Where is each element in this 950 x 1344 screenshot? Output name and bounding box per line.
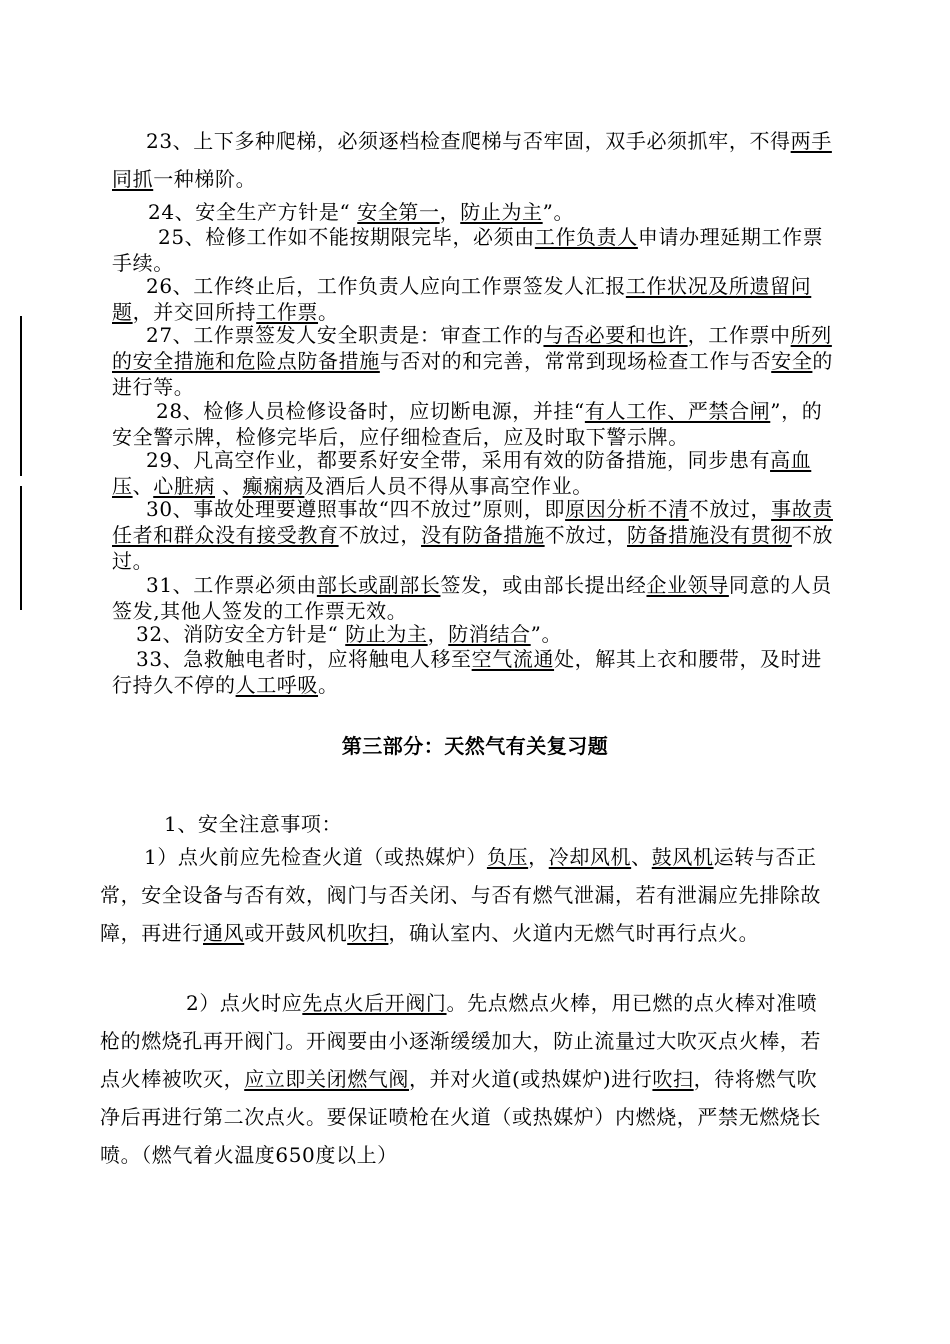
- text-segment: 24、安全生产方针是“: [148, 200, 358, 224]
- text-segment: ”。: [542, 200, 575, 224]
- text-segment: 33、急救触电者时，应将触电人移至: [136, 647, 472, 671]
- text-segment: ，待将燃气吹净后再进行第二次点火。要保证喷枪在火道（或热媒炉）内燃烧，严禁无燃烧长喷。（燃气着火温度650度以上）: [100, 1067, 821, 1167]
- underlined-answer: 所列的安全措施和危险点防备措施: [112, 323, 832, 373]
- underlined-answer: 鼓风机: [651, 845, 714, 869]
- text-segment: ，工作票中: [687, 323, 791, 347]
- paragraph: [100, 984, 835, 1174]
- text-segment: ，: [439, 200, 461, 224]
- underlined-answer: 两手同抓: [112, 129, 832, 191]
- paragraph: [112, 398, 842, 450]
- underlined-answer: 工作负责人: [534, 225, 638, 249]
- underlined-answer: 心脏病: [153, 474, 216, 498]
- underlined-answer: 与否必要和也许: [543, 323, 688, 347]
- section-heading: 第三部分：天然气有关复习题: [341, 734, 609, 758]
- text-segment: 。: [318, 300, 339, 324]
- text-segment: 不放过，: [544, 523, 628, 547]
- paragraph: [112, 122, 842, 198]
- paragraph: [112, 646, 842, 698]
- paragraph: [112, 447, 842, 499]
- text-segment: 1）点火前应先检查火道（或热媒炉）: [144, 845, 487, 869]
- text-segment: 不放过，: [338, 523, 422, 547]
- text-segment: ，并交回所持: [132, 300, 257, 324]
- underlined-answer: 冷却风机: [548, 845, 632, 869]
- underlined-answer: 通风: [203, 921, 245, 945]
- paragraph: [112, 273, 842, 325]
- underlined-answer: 原因分析不清: [565, 497, 689, 521]
- underlined-answer: 防消结合: [448, 622, 531, 646]
- text-segment: ，并对火道(或热媒炉)进行: [409, 1067, 653, 1091]
- underlined-answer: 防备措施没有贯彻: [627, 523, 792, 547]
- text-segment: 不放过。: [112, 523, 834, 573]
- underlined-answer: 癫痫病: [242, 474, 305, 498]
- text-segment: 25、检修工作如不能按期限完毕，必须由: [158, 225, 535, 249]
- revision-bar: [20, 316, 22, 476]
- text-segment: 28、检修人员检修设备时，应切断电源，并挂“: [156, 399, 585, 423]
- revision-bar: [20, 486, 22, 610]
- text-segment: 。: [318, 673, 339, 697]
- text-segment: 26、工作终止后，工作负责人应向工作票签发人汇报: [146, 274, 626, 298]
- underlined-answer: 防止为主: [345, 622, 428, 646]
- text-segment: 的进行等。: [112, 349, 834, 399]
- text-segment: ，: [427, 622, 449, 646]
- text-segment: 、: [631, 845, 652, 869]
- text-segment: 与否对的和完善，常常到现场检查工作与否: [379, 349, 772, 373]
- text-segment: ，确认室内、火道内无燃气时再行点火。: [388, 921, 760, 945]
- text-segment: 29、凡高空作业，都要系好安全带，采用有效的防备措施，同步患有: [146, 448, 771, 472]
- underlined-answer: 安全第一: [357, 200, 440, 224]
- underlined-answer: 空气流通: [471, 647, 555, 671]
- underlined-answer: 部长或副部长: [316, 573, 441, 597]
- underlined-answer: 没有防备措施: [421, 523, 545, 547]
- underlined-answer: 安全: [771, 349, 813, 373]
- underlined-answer: 事故责任者和群众没有接受教育: [112, 497, 833, 547]
- text-segment: 32、消防安全方针是“: [136, 622, 346, 646]
- paragraph: [112, 496, 842, 574]
- text-segment: 处，解其上衣和腰带，及时进行持久不停的: [112, 647, 822, 697]
- text-segment: 1、安全注意事项：: [164, 812, 343, 836]
- text-segment: 及酒后人员不得从事高空作业。: [304, 474, 593, 498]
- underlined-answer: 负压: [486, 845, 529, 869]
- text-segment: 或开鼓风机: [244, 921, 348, 945]
- text-segment: ”。: [530, 622, 563, 646]
- text-segment: 签发，或由部长提出经: [440, 573, 647, 597]
- text-segment: 不放过，: [688, 497, 772, 521]
- text-segment: ，: [528, 845, 549, 869]
- text-segment: 2）点火时应: [186, 991, 303, 1015]
- underlined-answer: 防止为主: [460, 200, 543, 224]
- underlined-answer: 企业领导: [646, 573, 729, 597]
- text-segment: 申请办理延期工作票手续。: [112, 225, 824, 275]
- paragraph: [112, 199, 842, 225]
- underlined-answer: 吹扫: [347, 921, 389, 945]
- text-segment: 、: [215, 474, 243, 498]
- text-segment: 31、工作票必须由: [146, 573, 317, 597]
- underlined-answer: 吹扫: [652, 1067, 694, 1091]
- paragraph: [112, 621, 842, 647]
- underlined-answer: 工作票: [256, 300, 319, 324]
- underlined-answer: 先点火后开阀门: [302, 991, 447, 1015]
- paragraph: [100, 838, 835, 952]
- underlined-answer: 高血压: [112, 448, 812, 498]
- paragraph: [112, 572, 842, 624]
- paragraph: [112, 224, 842, 276]
- text-segment: 23、上下多种爬梯，必须逐档检查爬梯与否牢固，双手必须抓牢，不得: [146, 129, 791, 153]
- underlined-answer: 人工呼吸: [235, 673, 319, 697]
- text-segment: 30、事故处理要遵照事故“四不放过”原则，即: [146, 497, 566, 521]
- underlined-answer: 工作状况及所遗留问题: [112, 274, 812, 324]
- text-segment: 27、工作票签发人安全职责是：审查工作的: [146, 323, 544, 347]
- underlined-answer: 有人工作、严禁合闸: [584, 399, 771, 423]
- text-segment: 。先点燃点火棒，用已燃的点火棒对准喷枪的燃烧孔再开阀门。开阀要由小逐渐缓缓加大，防止流量过大吹灭点火棒，若点火棒被吹灭，: [100, 991, 821, 1091]
- text-segment: 运转与否正常，安全设备与否有效，阀门与否关闭、与否有燃气泄漏，若有泄漏应先排除故障，再进行: [100, 845, 821, 945]
- text-segment: 一种梯阶。: [153, 167, 257, 191]
- paragraph: [112, 322, 842, 400]
- text-segment: ”，的安全警示牌，检修完毕后，应仔细检查后，应及时取下警示牌。: [112, 399, 823, 449]
- text-segment: 、: [132, 474, 154, 498]
- text-segment: 同意的人员签发,其他人签发的工作票无效。: [112, 573, 832, 623]
- underlined-answer: 应立即关闭燃气阀: [244, 1067, 410, 1091]
